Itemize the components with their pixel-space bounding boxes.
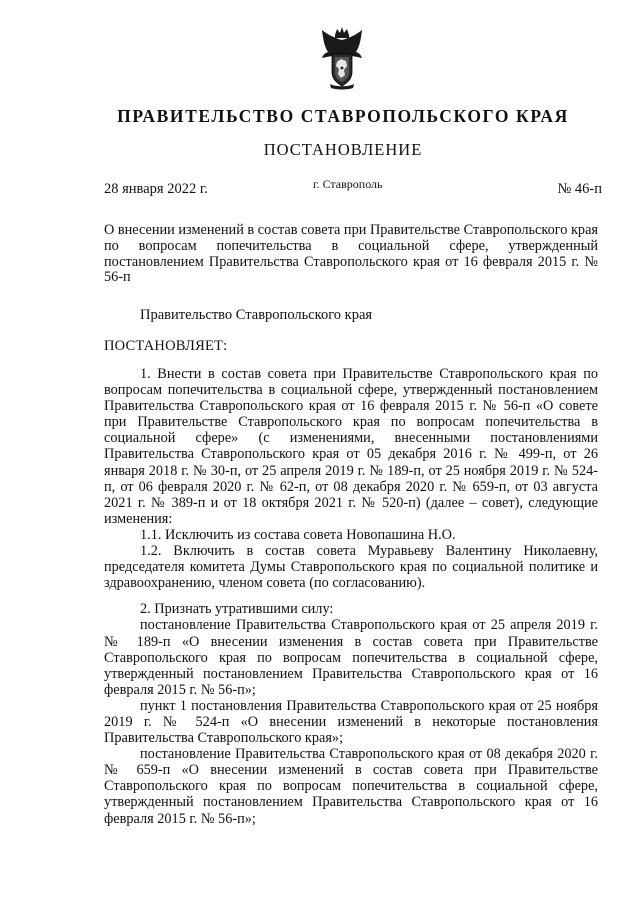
resolution-body — [104, 366, 598, 827]
resolves-heading: ПОСТАНОВЛЯЕТ: — [104, 338, 228, 354]
preamble: Правительство Ставропольского края — [140, 307, 373, 323]
repealed-item-1: постановление Правительства Ставропольского края от 25 апреля 2019 г. № 189-п «О внесении изменения в состав совета при Правительстве Ставропольского края по вопросам попечительства в социальной сфере, утвержденный постановлением Правительства Ставропольского края от 16 февраля 2015 г. № 56-п»; — [104, 617, 598, 698]
paragraph-1-1: 1.1. Исключить из состава совета Новопашина Н.О. — [140, 526, 456, 543]
government-title: ПРАВИТЕЛЬСТВО СТАВРОПОЛЬСКОГО КРАЯ — [117, 106, 569, 126]
document-type: ПОСТАНОВЛЕНИЕ — [263, 140, 423, 159]
stavropol-coat-of-arms-icon — [318, 26, 366, 90]
document-date: 28 января 2022 г. — [104, 181, 208, 197]
paragraph-2: 2. Признать утратившими силу: — [140, 601, 334, 618]
paragraph-1-2: 1.2. Включить в состав совета Муравьеву Валентину Николаевну, председателя комитета Думы Ставропольского края по социальной политике и здравоохранению, членом совета (по согласованию). — [104, 543, 598, 592]
document-subject: О внесении изменений в состав совета при Правительстве Ставропольского края по вопросам попечительства в социальной сфере, утвержденный постановлением Правительства Ставропольского края от 16 февраля 2015 г. № 56-п — [104, 222, 598, 286]
repealed-item-2: пункт 1 постановления Правительства Ставропольского края от 25 ноября 2019 г. № 524-п «О внесении изменений в некоторые постановления Правительства Ставропольского края»; — [104, 697, 598, 747]
paragraph-1: 1. Внести в состав совета при Правительстве Ставропольского края по вопросам попечительства в социальной сфере, утвержденный постановлением Правительства Ставропольского края от 16 февраля 2015 г. № 56-п «О совете при Правительстве Ставропольского края по вопросам попечительства в социальной сфере» (с изменениями, внесенными постановлениями Правительства Ставропольского края от 05 декабря 2016 г. № 499-п, от 26 января 2018 г. № 30-п, от 25 апреля 2019 г. № 189-п, от 25 ноября 2019 г. № 524-п, от 06 февраля 2020 г. № 62-п, от 08 декабря 2020 г. № 659-п, от 03 августа 2021 г. № 389-п и от 18 октября 2021 г. № 520-п) (далее – совет), следующие изменения: — [104, 366, 598, 527]
document-city: г. Ставрополь — [313, 177, 383, 191]
repealed-item-3: постановление Правительства Ставропольского края от 08 декабря 2020 г. № 659-п «О внесении изменений в состав совета при Правительстве Ставропольского края по вопросам попечительства в социальной сфере, утвержденный постановлением Правительства Ставропольского края от 16 февраля 2015 г. № 56-п»; — [104, 746, 598, 827]
document-number: № 46-п — [557, 181, 602, 197]
